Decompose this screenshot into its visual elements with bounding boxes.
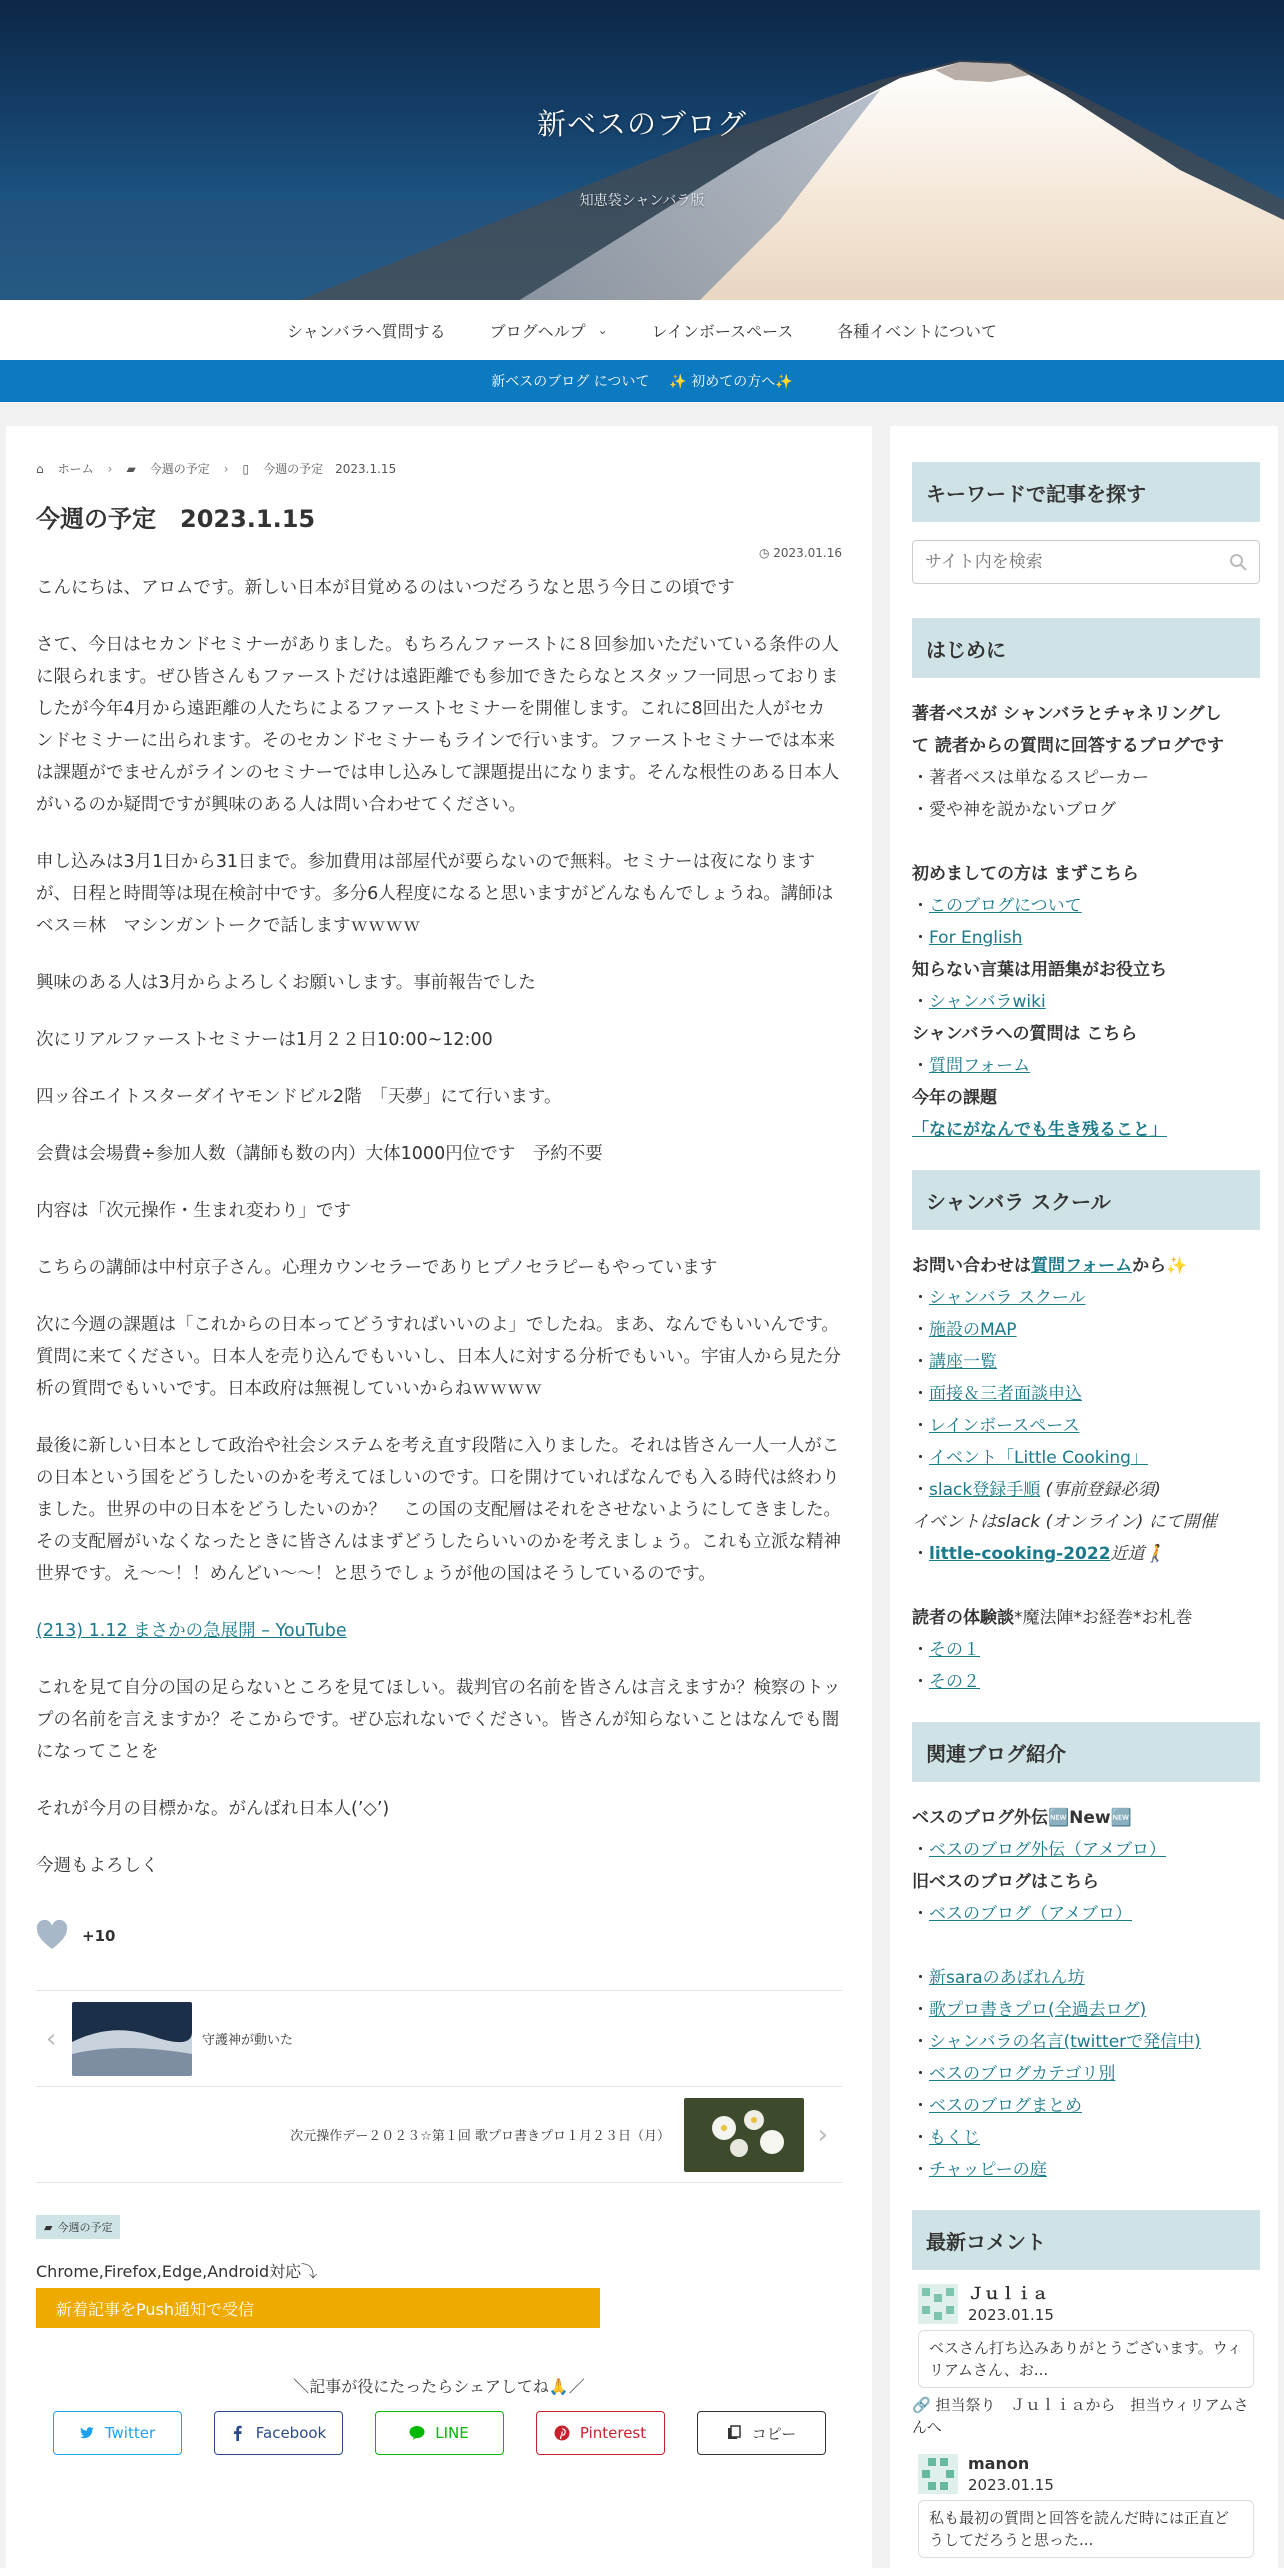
page-title: 今週の予定 2023.1.15 [36,505,316,533]
article-paragraph: 次にリアルファーストセミナーは1月２２日10:00~12:00 [36,1030,493,1050]
next-post-thumbnail [684,2098,804,2172]
breadcrumb-current[interactable]: 今週の予定 2023.1.15 [263,462,397,476]
post-navigation [36,1990,842,2183]
widget-title-comments: 最新コメント [912,2210,1260,2270]
heart-icon[interactable] [36,1920,68,1952]
article-paragraph: 申し込みは3月1日から31日まで。参加費用は部屋代が要らないので無料。セミナーは夜になりますが、日程と時間等は現在検討中です。多分6人程度になると思いますがどんなもんでしょうね。講師はベス＝林 マシンガントークで話しますｗｗｗｗ [36,852,834,936]
related-widget: ベスのブログ外伝🆕New🆕 ・ベスのブログ外伝（アメブロ） 旧ベスのブログはこちら ・ベスのブログ（アメブロ） ・新saraのあばれん坊 ・歌プロ書きプロ(全過去ログ) ・シャンバラの名言(twitterで発信中) ・ベスのブログカテゴリ別 ・ベスのブログまとめ ・もくじ ・チャッピーの庭 [912,1802,1260,2186]
wiki-link[interactable]: シャンバラwiki [929,992,1046,1012]
comment-excerpt[interactable]: 私も最初の質問と回答を読んだ時には正直どうしてだろうと思った... [918,2500,1254,2558]
related-link[interactable]: ベスのブログ（アメブロ） [929,1904,1132,1924]
comment-excerpt[interactable]: ベスさん打ち込みありがとうございます。ウィリアムさん、お... [918,2330,1254,2388]
chevron-right-icon: › [223,461,229,476]
intro-text: て 読者からの質問に回答するブログです [912,736,1224,756]
file-icon: ▯ [242,461,250,476]
related-heading: 旧ベスのブログはこちら [912,1872,1099,1892]
school-link[interactable]: シャンバラ スクール [929,1288,1086,1308]
article-body [36,572,842,1882]
english-link[interactable]: For English [929,928,1023,948]
related-link[interactable]: 歌プロ書きプロ(全過去ログ) [929,2000,1147,2020]
article-paragraph: 内容は「次元操作・生まれ変わり」です [36,1201,351,1221]
youtube-link[interactable]: (213) 1.12 まさかの急展開 – YouTube [36,1621,347,1641]
comment-date: 2023.01.15 [968,2306,1054,2324]
school-link[interactable]: slack登録手順 [929,1480,1041,1500]
article-paragraph: こちらの講師は中村京子さん。心理カウンセラーでありヒプノセラピーもやっています [36,1258,718,1278]
article-paragraph: 次に今週の課題は「これからの日本ってどうすればいいのよ」でしたね。まあ、なんでもいいんです。質問に来てください。日本人を売り込んでもいいし、日本人に対する分析でもいい。宇宙人から見た分析の質問でもいいです。日本政府は無視していいからねｗｗｗｗ [36,1315,841,1399]
related-link[interactable]: ベスのブログ外伝（アメブロ） [929,1840,1166,1860]
intro-text: 知らない言葉は用語集がお役立ち [912,960,1167,980]
contact-form-link[interactable]: 質問フォーム [1031,1256,1133,1276]
widget-title-related: 関連ブログ紹介 [912,1722,1260,1782]
share-twitter-button[interactable]: Twitter [53,2411,182,2455]
related-link[interactable]: シャンバラの名言(twitterで発信中) [929,2032,1201,2052]
prev-post-thumbnail [72,2002,192,2076]
recent-comments [912,2284,1260,2558]
like-row [36,1918,842,1954]
twitter-icon [79,2425,95,2441]
home-icon: ⌂ [36,461,44,476]
comment-date: 2023.01.15 [968,2476,1054,2494]
next-post-title: 次元操作デー２０２３☆第１回 歌プロ書きプロ１月２３日（月） [290,2129,670,2144]
intro-text: 著者ベスが シャンバラとチャネリングし [912,704,1222,724]
widget-title-school: シャンバラ スクール [912,1170,1260,1230]
widget-title-search: キーワードで記事を探す [912,462,1260,522]
breadcrumb [36,460,842,477]
school-link[interactable]: 施設のMAP [929,1320,1017,1340]
pinterest-icon [554,2425,570,2441]
like-count: +10 [82,1927,116,1945]
avatar [918,2454,958,2494]
school-widget: お問い合わせは質問フォームから✨ ・シャンバラ スクール ・施設のMAP ・講座一覧 ・面接＆三者面談申込 ・レインボースペース ・イベント「Little Cooking」 ・slack登録手順 (事前登録必須) イベントはslack (オンライン) にて開催 ・little-cooking-2022近道🚶 読者の体験談*魔法陣*お経巻*お札巻 ・その１ ・その２ [912,1250,1260,1698]
about-blog-link[interactable]: このブログについて [929,896,1082,916]
prev-post-title: 守護神が動いた [202,2033,294,2048]
facebook-icon [230,2425,246,2441]
search-input[interactable] [925,552,1205,572]
chevron-right-icon: › [817,2119,828,2150]
search-icon[interactable] [1229,553,1247,571]
article-paragraph: それが今月の目標かな。がんばれ日本人(’◇’) [36,1799,390,1819]
copy-icon [726,2425,742,2441]
prev-post-link[interactable] [36,1991,842,2087]
browser-note: Chrome,Firefox,Edge,Android対応⤵ [36,2262,318,2281]
article-paragraph: 会費は会場費÷参加人数（講師も数の内）大体1000円位です 予約不要 [36,1144,603,1164]
main-content [6,426,872,2568]
intro-text: 初めましての方は まずこちら [912,864,1139,884]
channel-link[interactable]: little-cooking-2022 [929,1544,1111,1564]
comment-author: Ｊｕｌｉａ [968,2284,1049,2303]
chevron-left-icon: ‹ [46,2023,57,2054]
related-link[interactable]: もくじ [929,2128,980,2148]
slack-note: イベントはslack (オンライン) にて開催 [912,1512,1217,1532]
related-link[interactable]: 新saraのあばれん坊 [929,1968,1085,1988]
article-paragraph: こんにちは、アロムです。新しい日本が目覚めるのはいつだろうなと思う今日この頃です [36,578,735,598]
article-paragraph: これを見て自分の国の足らないところを見てほしい。裁判官の名前を皆さんは言えますか？検察のトップの名前を言えますか？そこからです。ぜひ忘れないでください。皆さんが知らないことはなんでも闇になってことを [36,1678,841,1762]
header-hero-image [0,0,1284,300]
share-line-button[interactable]: LINE [375,2411,504,2455]
school-link[interactable]: 面接＆三者面談申込 [929,1384,1082,1404]
notice-first-time-link[interactable]: ✨ 初めての方へ✨ [669,374,793,390]
article-paragraph: 四ッ谷エイトスターダイヤモンドビル2階 「天夢」にて行います。 [36,1087,562,1107]
next-post-link[interactable] [36,2087,842,2183]
site-title[interactable]: 新ベスのブログ [536,107,747,141]
comment-post-link[interactable]: 🔗 担当祭り Ｊｕｌｉａから 担当ウィリアムさんへ [912,2396,1249,2436]
related-link[interactable]: チャッピーの庭 [929,2160,1047,2180]
global-nav [0,300,1284,360]
intro-widget: 著者ベスが シャンバラとチャネリングし て 読者からの質問に回答するブログです ・著者ベスは単なるスピーカー ・愛や神を説かないブログ 初めましての方は まずこちら ・このブログについて ・For English 知らない言葉は用語集がお役立ち ・シャンバラwiki シャンバラへの質問は こちら ・質問フォーム 今年の課題 「なにがなんでも生き残ること」 [912,698,1260,1146]
article-paragraph: 興味のある人は3月からよろしくお願いします。事前報告でした [36,973,536,993]
share-copy-button[interactable]: コピー [697,2411,826,2455]
push-subscribe-button[interactable]: 新着記事をPush通知で受信 [36,2288,600,2328]
comment-author: manon [968,2454,1030,2473]
intro-text: 今年の課題 [912,1088,997,1108]
related-link[interactable]: ベスのブログカテゴリ別 [929,2064,1116,2084]
article-paragraph: 今週もよろしく [36,1856,159,1876]
chevron-down-icon: ⌄ [597,323,608,337]
related-heading: ベスのブログ外伝🆕New🆕 [912,1808,1132,1828]
school-link[interactable]: 講座一覧 [929,1352,997,1372]
line-icon [409,2425,425,2441]
comment-item [912,2454,1260,2558]
clock-icon: ◷ [758,546,774,560]
share-pinterest-button[interactable]: Pinterest [536,2411,665,2455]
nav-item-rainbow-space[interactable]: レインボースペース [651,321,794,341]
breadcrumb-home[interactable]: ホーム [57,462,94,476]
folder-icon: ▰ [44,2220,53,2234]
question-form-link[interactable]: 質問フォーム [929,1056,1031,1076]
article-paragraph: 最後に新しい日本として政治や社会システムを考え直す段階に入りました。それは皆さん一人一人がこの日本という国をどうしたいのかを考えてほしいのです。口を開けていればなんでも入る時代は終わりました。世界の中の日本をどうしたいのか？ この国の支配層はそれをさせないようにしてきました。その支配層がいなくなったときに皆さんはまずどうしたらいいのかを考えましょう。これも立派な精神世界です。え～～！！めんどい～～！と思うでしょうが他の国はそうしているのです。 [36,1436,841,1584]
notice-about-link[interactable]: 新ベスのブログ について [491,374,650,390]
intro-text: ・著者ベスは単なるスピーカー [912,768,1149,788]
share-caption: ＼記事が役にたったらシェアしてね🙏／ [293,2377,585,2396]
school-link[interactable]: イベント「Little Cooking」 [929,1448,1148,1468]
share-buttons [36,2411,842,2455]
intro-text: ・愛や神を説かないブログ [912,800,1116,820]
comment-item [912,2284,1260,2438]
nav-item-blog-help[interactable]: ブログヘルプ ⌄ [489,321,608,341]
experience-link[interactable]: その２ [929,1672,980,1692]
nav-item-events[interactable]: 各種イベントについて [837,321,997,341]
school-link[interactable]: レインボースペース [929,1416,1080,1436]
article-paragraph: さて、今日はセカンドセミナーがありました。もちろんファーストに８回参加いただいている条件の人に限られます。ぜひ皆さんもファーストだけは遠距離でも参加できたらなとスタッフ一同思っておりましたが今年4月から遠距離の人たちによるファーストセミナーを開催します。これに8回出た人がセカンドセミナーに出られます。そのセカンドセミナーもラインで行います。ファーストセミナーでは本来は課題がでませんがラインのセミナーでは申し込みして課題提出になります。そんな根性のある日本人がいるのか疑問ですが興味のある人は問い合わせてください。 [36,635,840,815]
avatar [918,2284,958,2324]
share-facebook-button[interactable]: Facebook [214,2411,343,2455]
chevron-right-icon: › [107,461,113,476]
experience-link[interactable]: その１ [929,1640,980,1660]
search-box [912,540,1260,584]
nav-item-question[interactable]: シャンバラへ質問する [287,321,446,341]
post-date: ◷ 2023.01.16 [758,546,842,560]
notice-bar [0,360,1284,402]
category-tag[interactable]: ▰ 今週の予定 [36,2215,120,2239]
widget-title-intro: はじめに [912,618,1260,678]
related-link[interactable]: ベスのブログまとめ [929,2096,1082,2116]
intro-text: シャンバラへの質問は こちら [912,1024,1138,1044]
breadcrumb-category[interactable]: 今週の予定 [149,462,210,476]
folder-icon: ▰ [126,461,136,476]
site-tagline: 知恵袋シャンバラ版 [579,193,705,209]
sidebar [890,426,1278,2568]
mountain-image [0,0,1284,300]
yearly-theme-link[interactable]: 「なにがなんでも生き残ること」 [912,1120,1167,1140]
